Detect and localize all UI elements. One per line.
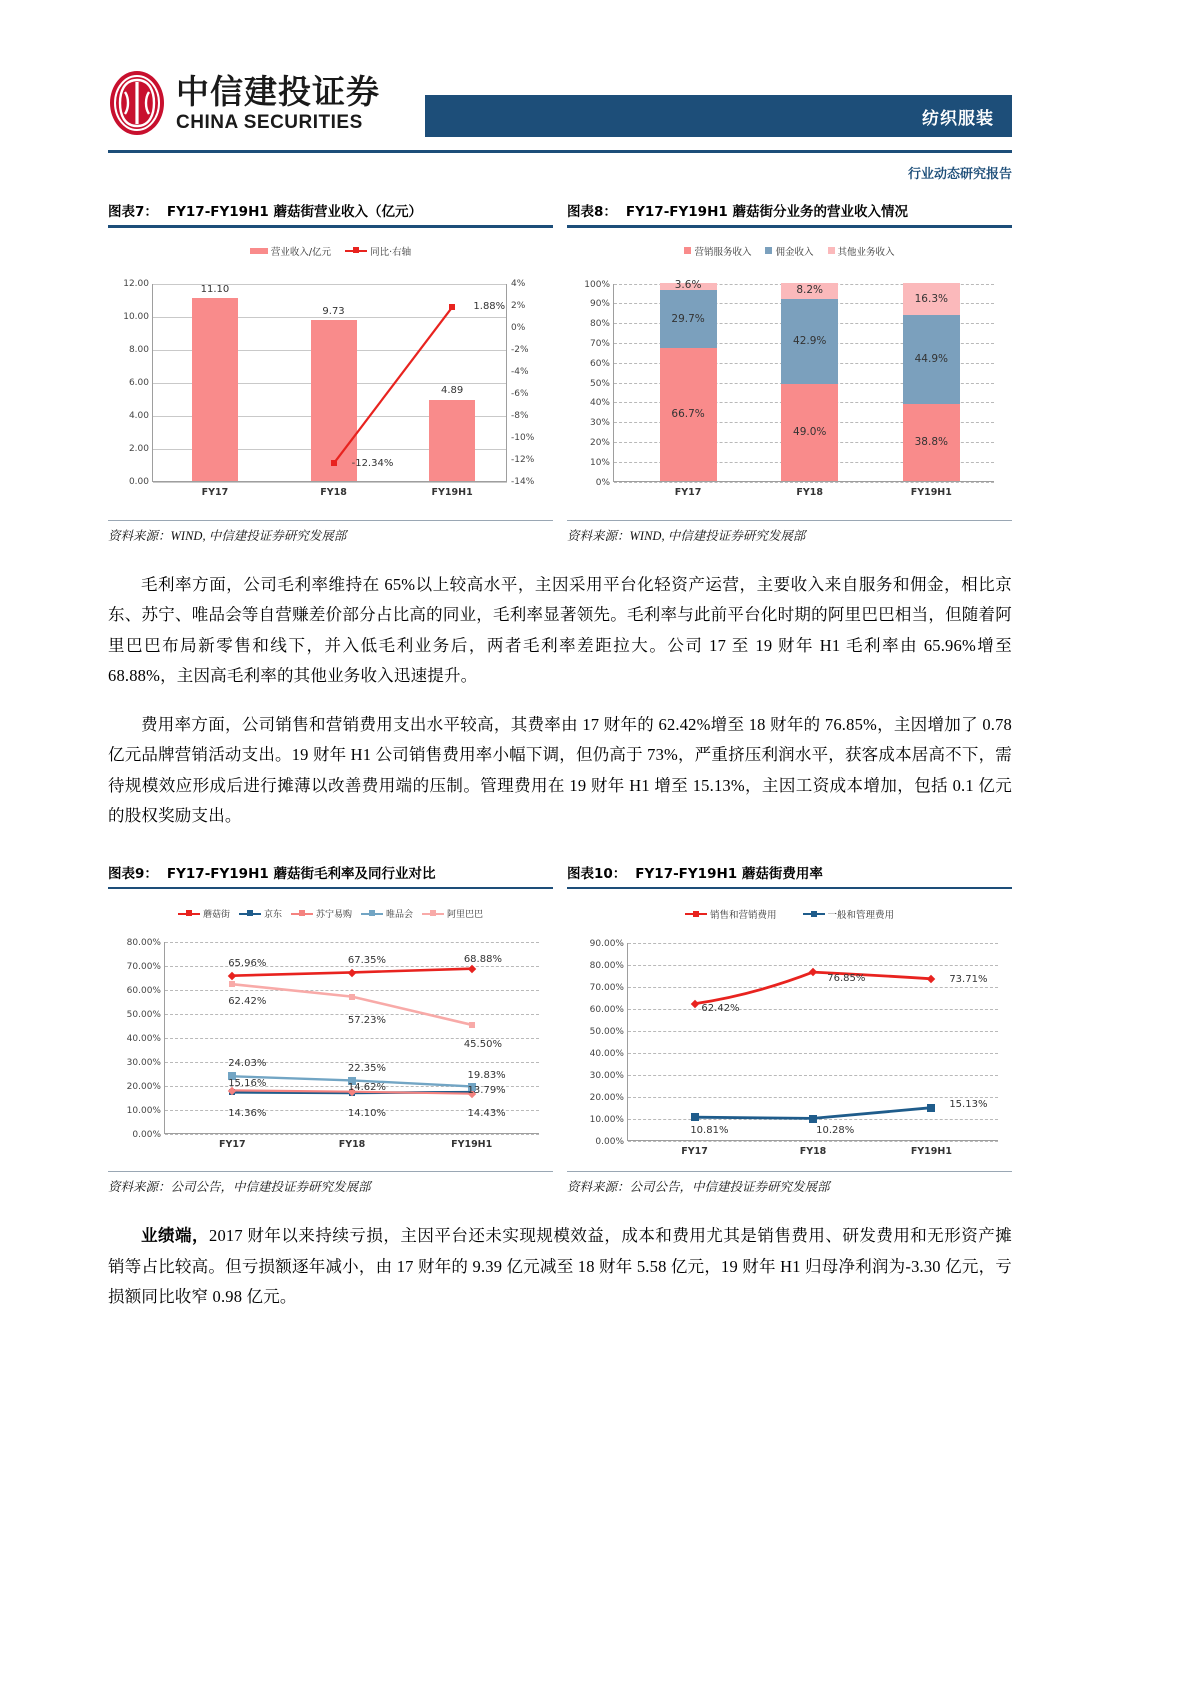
legend-label-vip: 唯品会 (386, 910, 414, 921)
y-tick-label: 40.00% (126, 1034, 161, 1045)
legend-label-admin: 一般和管理费用 (827, 910, 895, 922)
figure-8-legend (567, 244, 1012, 258)
legend-swatch-vip (361, 913, 383, 915)
yoy-marker-fy18 (331, 460, 337, 466)
x-tick-label: FY18 (799, 1146, 827, 1158)
y-tick-label: 60.00% (126, 986, 161, 997)
segment-commission (781, 299, 838, 384)
figure-9-chart (108, 889, 553, 1169)
figure-8-source: 资料来源：WIND, 中信建投证券研究发展部 (567, 520, 1012, 544)
segment-marketing (660, 348, 717, 480)
y2-tick-label: -10% (511, 432, 535, 443)
paragraph-performance-lead: 业绩端， (141, 1226, 209, 1246)
label-mogujie-fy17: 65.96% (228, 958, 267, 970)
industry-label: 纺织服装 (922, 108, 994, 129)
segment-label-other: 3.6% (674, 279, 702, 292)
header-divider (108, 150, 1012, 153)
yoy-label-fy19h1: 1.88% (473, 300, 506, 312)
legend-item-other (828, 244, 895, 258)
segment-label-marketing: 38.8% (914, 436, 948, 449)
y2-tick-label: -8% (511, 410, 529, 421)
gridline (595, 477, 994, 488)
label-mogujie-fy18: 67.35% (347, 955, 387, 967)
legend-label-other: 其他业务收入 (837, 246, 895, 258)
figure-row-1 (108, 200, 1012, 544)
y-tick-label: 50.00% (126, 1010, 161, 1021)
label-alibaba-fy17: 62.42% (228, 996, 267, 1008)
legend-label-commission: 佣金收入 (775, 246, 814, 258)
figure-10-title (567, 862, 1012, 887)
logo-english-name: CHINA SECURITIES (176, 111, 363, 133)
x-tick-label: FY17 (219, 1139, 246, 1151)
legend-item-alibaba (422, 907, 483, 920)
legend-label-yoy: 同比·右轴 (370, 246, 412, 258)
segment-commission (903, 315, 960, 404)
segment-label-other: 8.2% (796, 283, 824, 296)
point-admin-fy19h1 (927, 1104, 935, 1112)
label-vip-fy19h1: 19.83% (467, 1070, 506, 1082)
x-tick-label: FY17 (201, 486, 229, 498)
y-tick-label: 90% (589, 299, 610, 310)
figure-7-plot (123, 278, 535, 498)
segment-label-other: 16.3% (914, 292, 948, 305)
bar-label-fy18: 9.73 (322, 305, 345, 317)
y-tick-label: 60.00% (589, 1005, 624, 1016)
segment-other (903, 283, 960, 315)
csc-logo-icon (108, 70, 166, 136)
page-header (0, 0, 1200, 182)
figure-8-title (567, 200, 1012, 225)
segment-label-commission: 44.9% (914, 353, 948, 366)
legend-swatch-marketing (684, 247, 691, 254)
y-tick-label: 10.00% (126, 1106, 161, 1117)
header-band (425, 95, 1012, 137)
y-tick-label: 80% (589, 319, 610, 330)
legend-item-revenue (250, 244, 331, 258)
figure-10-source: 资料来源：公司公告，中信建投证券研究发展部 (567, 1171, 1012, 1195)
y-tick-label: 20% (589, 437, 610, 448)
point-alibaba-fy18 (349, 994, 355, 1000)
figure-9-caption: FY17-FY19H1 蘑菇街毛利率及同行业对比 (166, 865, 436, 882)
label-vip-fy17: 24.03% (228, 1058, 267, 1070)
y-tick-label: 6.00 (128, 377, 149, 388)
segment-label-marketing: 66.7% (671, 408, 705, 421)
bar-label-fy17: 11.10 (200, 283, 230, 295)
legend-label-revenue: 营业收入/亿元 (270, 246, 332, 258)
gridline (595, 1137, 998, 1148)
y-tick-label: 50.00% (589, 1027, 624, 1038)
y-tick-label: 30.00% (589, 1071, 624, 1082)
label-suning-fy17: 15.16% (228, 1078, 267, 1090)
label-jd-fy18: 14.10% (347, 1108, 387, 1120)
figure-8 (567, 200, 1012, 544)
figure-10 (567, 862, 1012, 1196)
y2-tick-label: 2% (511, 300, 526, 311)
y2-tick-label: -6% (511, 388, 529, 399)
y-tick-label: 90.00% (589, 939, 624, 950)
label-jd-fy17: 14.36% (228, 1108, 267, 1120)
y-tick-label: 20.00% (589, 1093, 624, 1104)
legend-swatch-jd (239, 913, 261, 915)
paragraph-performance-body: 2017 财年以来持续亏损，主因平台还未实现规模效益，成本和费用尤其是销售费用、研发费用和无形资产摊销等占比较高。但亏损额逐年减小，由 17 财年的 9.39 亿元减至 18 财年 5.58 亿元，19 财年 H1 归母净利润为-3.30 亿元，亏损额同比收窄 0.98 亿元。 (108, 1226, 1012, 1307)
figure-7-legend (108, 244, 553, 258)
x-tick-label: FY17 (674, 486, 702, 498)
y-tick-label: 80.00% (126, 938, 161, 949)
label-admin-fy17: 10.81% (690, 1125, 729, 1137)
figure-8-number: 图表8： (567, 204, 617, 220)
y-tick-label: 60% (589, 358, 610, 369)
legend-label-mogujie: 蘑菇街 (202, 910, 230, 921)
y-tick-label: 50% (589, 378, 610, 389)
legend-swatch-admin (803, 913, 825, 915)
bar-label-fy19h1: 4.89 (440, 384, 464, 396)
segment-other (660, 279, 717, 292)
y2-tick-label: -12% (511, 454, 535, 465)
figure-7 (108, 200, 553, 544)
gridline (128, 476, 507, 487)
legend-label-alibaba: 阿里巴巴 (447, 910, 484, 921)
y-tick-label: 20.00% (126, 1082, 161, 1093)
figure-9-title (108, 862, 553, 887)
label-suning-fy19h1: 13.79% (467, 1085, 506, 1097)
y-tick-label: 70% (589, 338, 610, 349)
y-tick-label: 30.00% (126, 1058, 161, 1069)
segment-marketing (781, 384, 838, 481)
paragraph-performance (108, 1221, 1012, 1313)
y-tick-label: 0.00% (132, 1130, 161, 1141)
y-tick-label: 70.00% (589, 983, 624, 994)
logo-chinese-name: 中信建投证券 (176, 71, 380, 111)
legend-label-selling: 销售和营销费用 (709, 910, 777, 922)
y-tick-label: 12.00 (123, 278, 149, 289)
figure-row-2 (108, 862, 1012, 1196)
paragraph-expense-ratio: 费用率方面，公司销售和营销费用支出水平较高，其费率由 17 财年的 62.42%增至 18 财年的 76.85%，主因增加了 0.78 亿元品牌营销活动支出。19 财年 H1 公司销售费用率小幅下调，但仍高于 73%，严重挤压利润水平，获客成本居高不下，需待规模效应形成后进行摊薄以改善费用端的压制。管理费用在 19 财年 H1 增至 15.13%，主因工资成本增加，包括 0.1 亿元的股权奖励支出。 (108, 714, 1012, 826)
legend-swatch-revenue (250, 248, 268, 254)
y2-tick-label: 4% (511, 278, 526, 289)
label-selling-fy17: 62.42% (701, 1003, 740, 1015)
legend-swatch-selling (685, 913, 707, 915)
y-tick-label: 8.00 (128, 344, 149, 355)
x-tick-label: FY19H1 (431, 486, 473, 498)
legend-swatch-alibaba (422, 913, 444, 915)
label-selling-fy19h1: 73.71% (949, 974, 988, 986)
legend-item-admin (803, 907, 895, 921)
y-tick-label: 4.00 (128, 410, 149, 421)
legend-label-marketing: 营销服务收入 (694, 246, 752, 258)
yoy-marker-fy19h1 (449, 304, 455, 310)
y-tick-label: 10.00 (123, 311, 149, 322)
figure-10-chart (567, 889, 1012, 1169)
label-admin-fy18: 10.28% (816, 1125, 855, 1137)
stacked-bar-fy18 (781, 283, 838, 481)
paragraph-gross-margin: 毛利率方面，公司毛利率维持在 65%以上较高水平，主因采用平台化轻资产运营，主要收入来自服务和佣金，相比京东、苏宁、唯品会等自营赚差价部分占比高的同业，毛利率显著领先。毛利率与此前平台化时期的阿里巴巴相当，但随着阿里巴巴布局新零售和线下，并入低毛利业务后，两者毛利率差距拉大。公司 17 至 19 财年 H1 毛利率由 65.96%增至 68.88%，主因高毛利率的其他业务收入迅速提升。 (108, 574, 1012, 686)
y-tick-label: 80.00% (589, 961, 624, 972)
legend-item-selling (685, 907, 777, 921)
y2-tick-label: -14% (511, 476, 535, 487)
figure-10-plot (589, 939, 998, 1158)
point-admin-fy17 (691, 1113, 699, 1121)
y-tick-label: 0.00 (128, 476, 149, 487)
legend-label-jd: 京东 (263, 910, 282, 921)
y-tick-label: 100% (584, 279, 610, 290)
x-tick-label: FY17 (681, 1146, 708, 1158)
label-mogujie-fy19h1: 68.88% (463, 954, 502, 966)
figure-8-chart (567, 228, 1012, 518)
legend-swatch-other (828, 247, 835, 254)
legend-swatch-commission (765, 247, 772, 254)
figure-8-plot (584, 279, 994, 498)
legend-item-marketing (684, 244, 751, 258)
point-alibaba-fy19h1 (469, 1022, 475, 1028)
y-tick-label: 10.00% (589, 1115, 624, 1126)
label-alibaba-fy18: 57.23% (347, 1015, 387, 1027)
y-tick-label: 30% (589, 418, 610, 429)
y-tick-label: 0.00% (595, 1137, 624, 1148)
figure-7-title (108, 200, 553, 225)
yoy-line (153, 284, 507, 482)
legend-item-commission (765, 244, 813, 258)
y2-tick-label: 0% (511, 322, 526, 333)
y-tick-label: 10% (589, 457, 610, 468)
y-tick-label: 0% (595, 477, 610, 488)
report-type-label: 行业动态研究报告 (907, 167, 1012, 182)
figure-10-number: 图表10： (567, 865, 627, 882)
segment-commission (660, 290, 717, 349)
y-tick-label: 40% (589, 398, 610, 409)
legend-swatch-yoy (345, 250, 367, 252)
legend-swatch-suning (291, 913, 313, 915)
figure-8-caption: FY17-FY19H1 蘑菇街分业务的营业收入情况 (625, 204, 908, 220)
label-admin-fy19h1: 15.13% (949, 1099, 988, 1111)
segment-label-marketing: 49.0% (793, 426, 827, 438)
figure-7-chart (108, 228, 553, 518)
figure-9 (108, 862, 553, 1196)
segment-label-commission: 42.9% (793, 335, 827, 347)
page-content (108, 200, 1012, 1317)
legend-item-mogujie (178, 907, 230, 920)
segment-label-commission: 29.7% (671, 313, 705, 325)
x-tick-label: FY19H1 (910, 1146, 952, 1158)
figure-9-number: 图表9： (108, 865, 158, 882)
y-tick-label: 2.00 (128, 443, 149, 454)
figure-9-legend (108, 907, 553, 920)
figure-7-caption: FY17-FY19H1 蘑菇街营业收入（亿元） (166, 204, 422, 220)
figure-9-source: 资料来源：公司公告，中信建投证券研究发展部 (108, 1171, 553, 1195)
figure-9-plot (126, 938, 539, 1151)
segment-other (781, 283, 838, 299)
legend-item-yoy (345, 244, 411, 258)
legend-label-suning: 苏宁易购 (315, 910, 352, 921)
figure-7-source: 资料来源：WIND, 中信建投证券研究发展部 (108, 520, 553, 544)
legend-item-vip (361, 907, 413, 920)
label-alibaba-fy19h1: 45.50% (463, 1039, 502, 1051)
point-alibaba-fy17 (229, 981, 235, 987)
segment-marketing (903, 404, 960, 481)
x-tick-label: FY18 (796, 486, 823, 498)
yoy-label-fy18: -12.34% (351, 457, 394, 469)
y2-tick-label: -2% (511, 344, 529, 355)
figure-10-legend (567, 907, 1012, 921)
legend-swatch-mogujie (178, 913, 200, 915)
y-tick-label: 70.00% (126, 962, 161, 973)
x-tick-label: FY18 (338, 1139, 366, 1151)
label-vip-fy18: 22.35% (347, 1063, 387, 1075)
label-jd-fy19h1: 14.43% (467, 1108, 506, 1120)
stacked-bar-fy19h1 (903, 283, 960, 481)
label-selling-fy18: 76.85% (827, 973, 866, 985)
x-tick-label: FY18 (320, 486, 347, 498)
legend-item-jd (239, 907, 282, 920)
stacked-bar-fy17 (660, 279, 717, 481)
legend-item-suning (291, 907, 352, 920)
logo-text (176, 71, 380, 133)
figure-10-caption: FY17-FY19H1 蘑菇街费用率 (635, 865, 823, 882)
point-admin-fy18 (809, 1115, 817, 1123)
figure-7-number: 图表7： (108, 204, 158, 220)
label-suning-fy18: 14.62% (347, 1082, 387, 1094)
company-logo (108, 70, 380, 136)
gridline (132, 1130, 539, 1141)
x-tick-label: FY19H1 (910, 486, 952, 498)
y2-tick-label: -4% (511, 366, 529, 377)
y-tick-label: 40.00% (589, 1049, 624, 1060)
x-tick-label: FY19H1 (451, 1139, 493, 1151)
